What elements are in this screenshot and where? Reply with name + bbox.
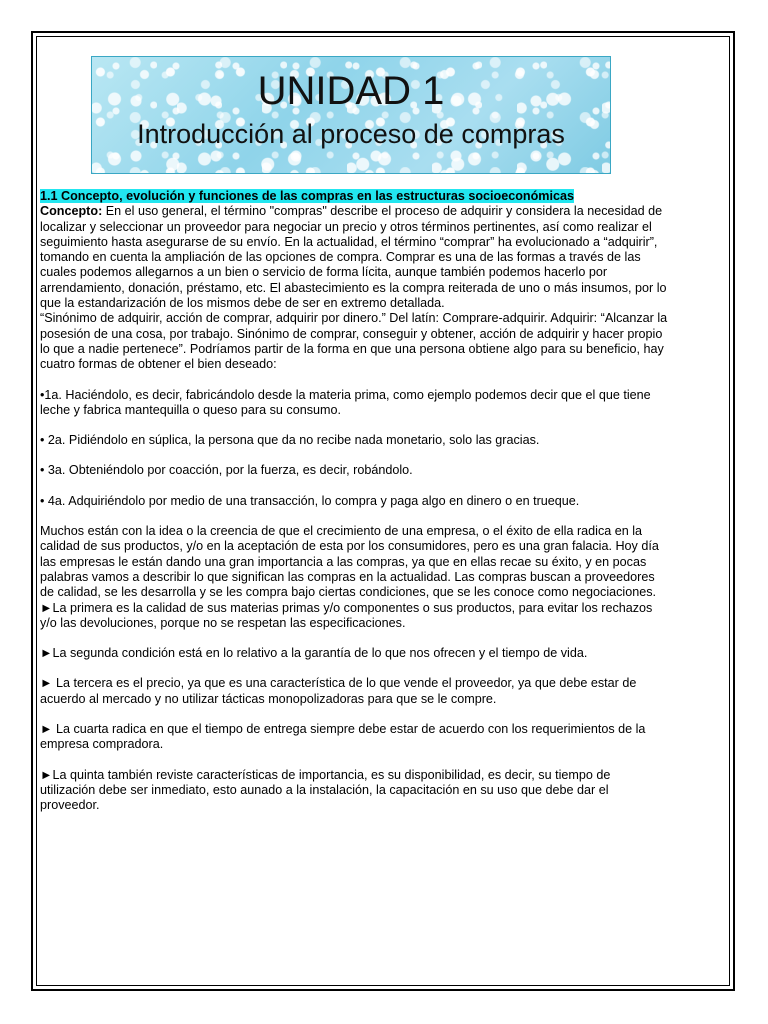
condition-item-5: ►La quinta también reviste características de importancia, es su disponibilidad, es decir, su tiempo de utilización debe ser inmediato, esto aunado a la instalación, la capacitación en su uso que debe dar el proveedor. <box>40 767 611 813</box>
spacer <box>40 661 668 676</box>
title-banner <box>91 56 611 174</box>
unit-title: UNIDAD 1 <box>257 69 445 113</box>
form-item-3: • 3a. Obteniéndolo por coacción, por la fuerza, es decir, robándolo. <box>40 463 413 478</box>
spacer <box>40 418 668 433</box>
spacer <box>40 631 668 646</box>
concept-text: En el uso general, el término "compras" describe el proceso de adquirir y considera la necesidad de localizar y seleccionar un proveedor para negociar un precio y otros términos pertinentes, así como realizar el seguimiento hasta asegurarse de su envío. En la actualidad, el término “comprar” ha evolucionado a “adquirir”, tomando en cuenta la ampliación de las opciones de compra. Comprar es una de las formas a través de las cuales podemos allegarnos a un bien o servicio de forma lícita, aunque también podemos hacerlo por arrendamiento, donación, préstamo, etc. El abastecimiento es la compra reiterada de uno o más insumos, por lo que la estandarización de los mismos debe de ser en extremo detallada. <box>40 204 667 311</box>
unit-subtitle: Introducción al proceso de compras <box>137 119 565 149</box>
concept-paragraph <box>40 204 668 311</box>
spacer <box>40 448 668 463</box>
growth-paragraph: Muchos están con la idea o la creencia de que el crecimiento de una empresa, o el éxito de ella radica en la calidad de sus productos, y/o en la aceptación de esta por los consumidores, pero es una gran falacia. Hoy día las empresas le están dando una gran importancia a las compras, ya que en ellas recae su éxito, y en pocas palabras vamos a describir lo que significan las compras en la actualidad. Las compras buscan a proveedores de calidad, se les desarrolla y se les compra bajo ciertas condiciones, que se les conoce como negociaciones. <box>40 524 659 600</box>
spacer <box>40 373 668 388</box>
condition-item-1: ►La primera es la calidad de sus materias primas y/o componentes o sus productos, para evitar los rechazos y/o las devoluciones, porque no se respetan las especificaciones. <box>40 600 653 630</box>
spacer <box>40 753 668 768</box>
spacer <box>40 509 668 524</box>
synonym-paragraph: “Sinónimo de adquirir, acción de comprar, adquirir por dinero.” Del latín: Comprare-adquirir. Adquirir: “Alcanzar la posesión de una cosa, por trabajo. Sinónimo de comprar, conseguir y obtener, acción de adquirir y hacer propio lo que a nadie pertenece”. Podríamos partir de la forma en que una persona obtiene algo para su beneficio, hay cuatro formas de obtener el bien deseado: <box>40 311 668 372</box>
form-item-4: • 4a. Adquiriéndolo por medio de una transacción, lo compra y paga algo en dinero o en trueque. <box>40 493 580 508</box>
condition-item-3: ► La tercera es el precio, ya que es una característica de lo que vende el proveedor, ya que debe estar de acuerdo al mercado y no utilizar tácticas monopolizadoras para que se le compre. <box>40 676 637 706</box>
concept-label: Concepto: <box>40 204 103 219</box>
condition-item-4: ► La cuarta radica en que el tiempo de entrega siempre debe estar de acuerdo con los requerimientos de la empresa compradora. <box>40 722 646 752</box>
spacer <box>40 707 668 722</box>
spacer <box>40 479 668 494</box>
document-body <box>40 189 668 814</box>
section-heading: 1.1 Concepto, evolución y funciones de las compras en las estructuras socioeconómicas <box>40 189 575 203</box>
form-item-2: • 2a. Pidiéndolo en súplica, la persona que da no recibe nada monetario, solo las gracias. <box>40 433 540 448</box>
section-heading-line <box>40 189 668 204</box>
condition-item-2: ►La segunda condición está en lo relativo a la garantía de lo que nos ofrecen y el tiempo de vida. <box>40 646 588 661</box>
form-item-1: •1a. Haciéndolo, es decir, fabricándolo desde la materia prima, como ejemplo podemos decir que el que tiene leche y fabrica mantequilla o queso para su consumo. <box>40 387 651 417</box>
